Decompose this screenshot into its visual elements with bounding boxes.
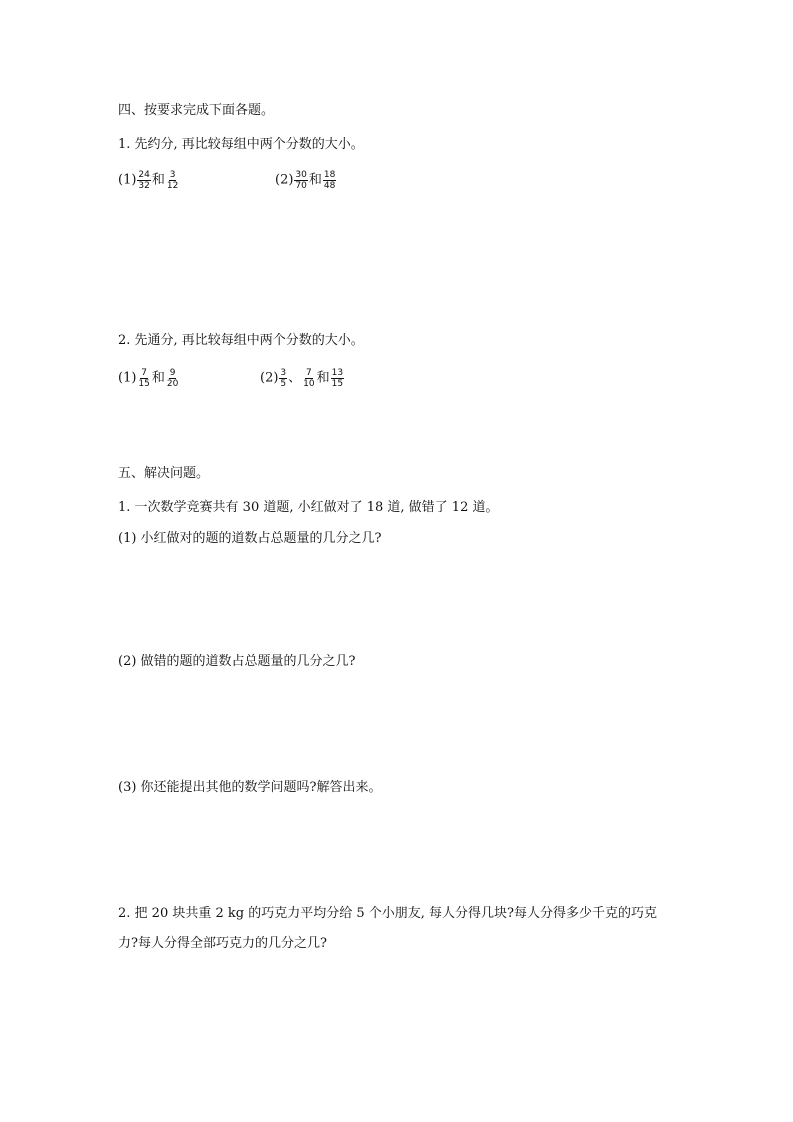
q1-part-b [275,170,337,191]
denominator: 15 [138,379,150,389]
denominator: 10 [303,379,315,389]
fraction [137,368,150,389]
fraction [294,170,307,191]
numerator: 30 [295,170,307,180]
denominator: 70 [295,181,307,191]
separator: 、 [288,370,302,386]
numerator: 7 [141,368,148,378]
numerator: 3 [280,368,287,378]
q2-part-a [118,368,180,389]
q2-part-b [260,368,345,389]
denominator: 48 [323,181,336,191]
p2-line1: 2. 把 20 块共重 2 kg 的巧克力平均分给 5 个小朋友, 每人分得几块?每人分得多少千克的巧克 [118,906,657,921]
conjunction: 和 [151,172,165,188]
denominator: 12 [166,181,179,191]
q1-prompt: 1. 先约分, 再比较每组中两个分数的大小。 [118,137,364,152]
q1b-label: (2) [275,172,294,188]
fraction [137,170,150,191]
denominator: 32 [138,181,150,191]
fraction [166,368,179,389]
numerator: 3 [169,170,176,180]
q2-prompt: 2. 先通分, 再比较每组中两个分数的大小。 [118,333,364,348]
fraction [279,368,287,389]
numerator: 9 [169,368,176,378]
p1-prompt: 1. 一次数学竞赛共有 30 道题, 小红做对了 18 道, 做错了 12 道。 [118,500,499,515]
conjunction: 和 [151,370,165,386]
conjunction: 和 [308,172,322,188]
fraction [166,170,179,191]
numerator: 13 [331,368,344,378]
denominator: 5 [280,379,287,389]
p2-line2: 力?每人分得全部巧克力的几分之几? [118,936,327,951]
section4-heading: 四、按要求完成下面各题。 [118,103,275,118]
fraction [331,368,344,389]
p1-sub2: (2) 做错的题的道数占总题量的几分之几? [118,654,356,669]
denominator: 15 [331,379,344,389]
p1-sub3: (3) 你还能提出其他的数学问题吗?解答出来。 [118,780,382,795]
fraction [323,170,336,191]
p1-sub1: (1) 小红做对的题的道数占总题量的几分之几? [118,531,382,546]
q2a-label: (1) [118,370,137,386]
q2b-label: (2) [260,370,279,386]
numerator: 7 [306,368,312,378]
q1-part-a [118,170,180,191]
denominator: 20 [166,379,179,389]
numerator: 24 [138,170,150,180]
numerator: 18 [323,170,336,180]
section5-heading: 五、解决问题。 [118,466,210,481]
fraction [302,368,315,389]
q1a-label: (1) [118,172,137,188]
conjunction: 和 [316,370,330,386]
